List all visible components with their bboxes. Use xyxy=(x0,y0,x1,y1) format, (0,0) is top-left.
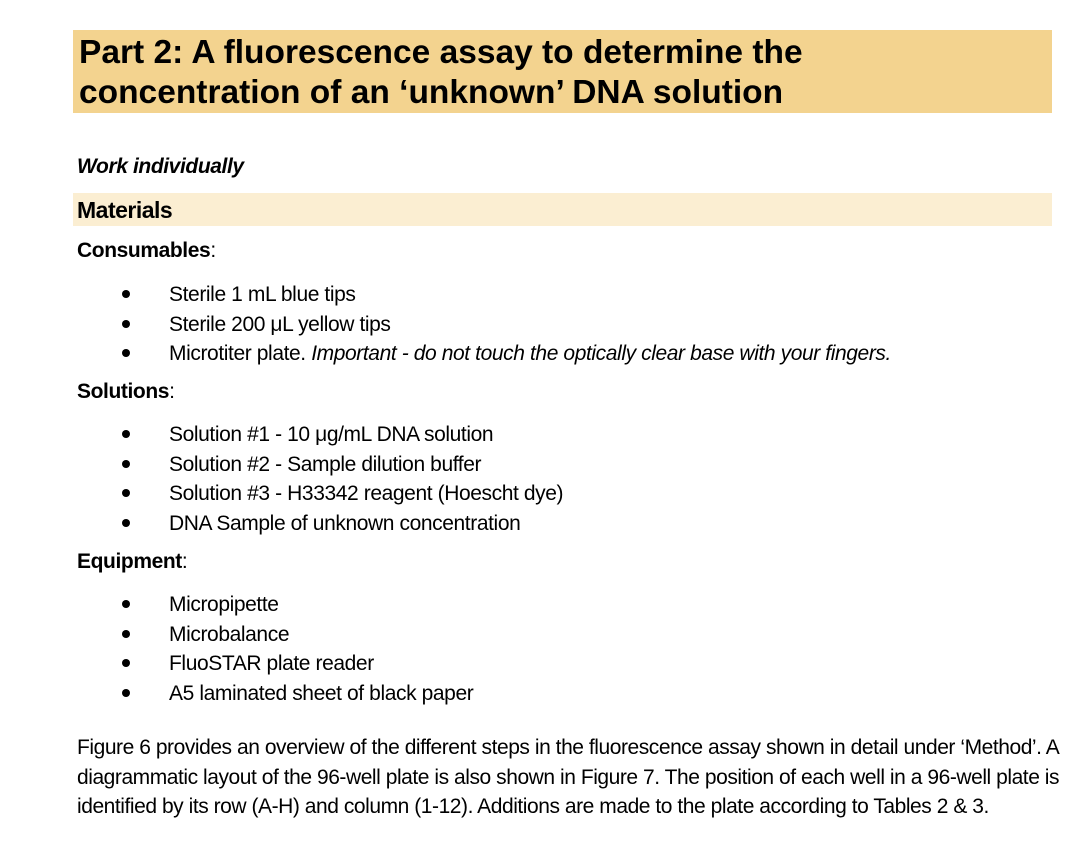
bullet-icon xyxy=(122,489,130,497)
consumables-colon: : xyxy=(210,239,216,262)
list-item-text: Solution #1 - 10 μg/mL DNA solution xyxy=(169,423,494,446)
solutions-heading xyxy=(77,379,175,405)
list-item-text: DNA Sample of unknown concentration xyxy=(169,511,521,535)
bullet-icon xyxy=(122,689,130,697)
list-item-text: Microbalance xyxy=(169,622,290,646)
assay-overview-paragraph: Figure 6 provides an overview of the different steps in the fluorescence assay shown in detail under ‘Method’. A diagrammatic layout of the 96-well plate is also shown in Figure 7. The position of each well in a 96-well plate is identified by its row (A-H) and column (1-12). Additions are made to the plate according to Tables 2 & 3. xyxy=(77,736,1060,818)
list-item-text: A5 laminated sheet of black paper xyxy=(169,681,474,705)
work-instruction: Work individually xyxy=(77,155,244,178)
list-item-text: Sterile 200 μL yellow tips xyxy=(169,312,391,336)
solutions-label: Solutions xyxy=(77,380,170,403)
bullet-icon xyxy=(122,349,130,357)
materials-banner xyxy=(73,193,1052,226)
consumables-heading xyxy=(77,238,216,264)
title-banner xyxy=(73,30,1052,113)
handling-warning: Important - do not touch the optically clear base with your fingers. xyxy=(311,342,891,366)
list-item-text: Solution #3 - H33342 reagent (Hoescht dye) xyxy=(169,482,564,506)
bullet-icon xyxy=(122,430,130,438)
section-heading-materials: Materials xyxy=(77,197,173,223)
equipment-label: Equipment xyxy=(77,550,182,573)
bullet-icon xyxy=(122,290,130,298)
consumables-label: Consumables xyxy=(77,239,211,262)
bullet-icon xyxy=(122,630,130,638)
list-item-text: Micropipette xyxy=(169,593,279,616)
bullet-icon xyxy=(122,320,130,328)
list-item-text: FluoSTAR plate reader xyxy=(169,652,374,676)
page-title: Part 2: A fluorescence assay to determine the concentration of an ‘unknown’ DNA solution xyxy=(79,34,803,111)
list-item-text-group xyxy=(169,339,891,369)
bullet-icon xyxy=(122,519,130,527)
bullet-icon xyxy=(122,600,130,608)
list-item-text: Microtiter plate. xyxy=(169,342,312,366)
equipment-colon: : xyxy=(181,550,188,573)
list-item-text: Sterile 1 mL blue tips xyxy=(169,283,356,306)
solutions-colon: : xyxy=(169,380,175,403)
bullet-icon xyxy=(122,460,130,468)
equipment-heading xyxy=(77,549,187,575)
bullet-icon xyxy=(122,659,130,667)
list-item-text: Solution #2 - Sample dilution buffer xyxy=(169,452,482,476)
